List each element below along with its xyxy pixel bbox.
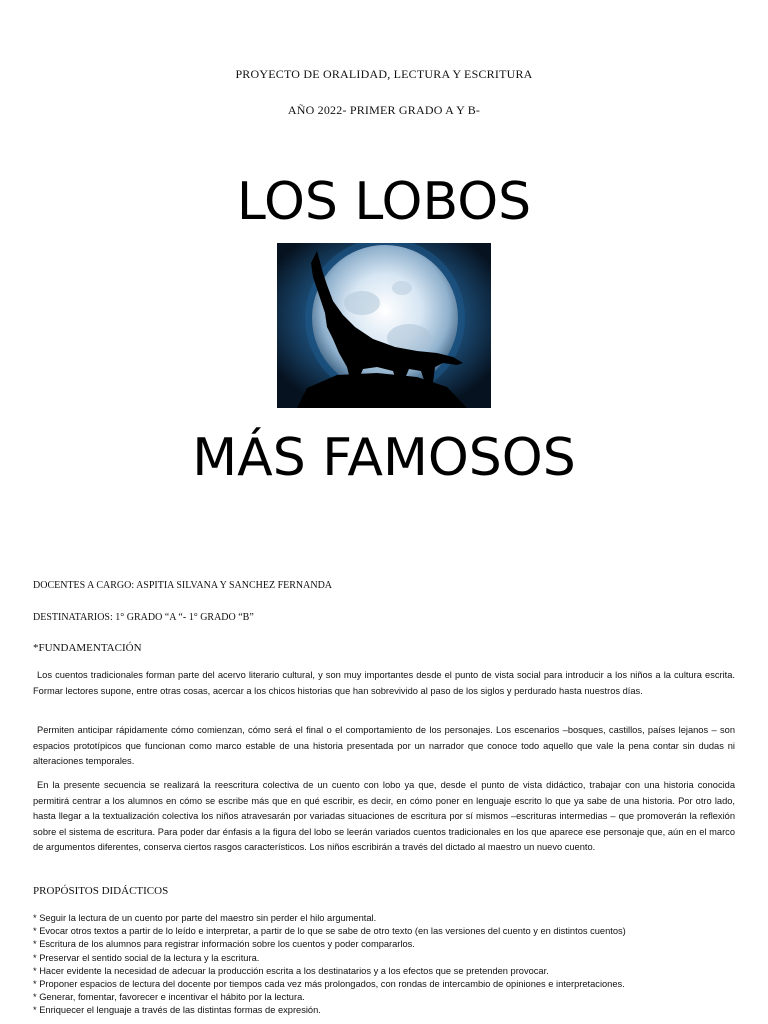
purposes-list: [33, 912, 753, 1018]
list-item: * Hacer evidente la necesidad de adecuar la producción escrita a los destinatarios y a los efectos que se pretenden provocar.: [33, 965, 549, 976]
title-line-1: LOS LOBOS: [236, 172, 532, 232]
project-heading: PROYECTO DE ORALIDAD, LECTURA Y ESCRITURA: [235, 67, 533, 81]
recipients-line: DESTINATARIOS: 1° GRADO “A “- 1° GRADO “B”: [33, 612, 254, 623]
list-item: * Evocar otros textos a partir de lo leído e interpretar, a partir de lo que se sabe de otro texto (en las versiones del cuento y en distintos cuentos): [33, 926, 626, 937]
propositos-heading: PROPÓSITOS DIDÁCTICOS: [33, 885, 169, 897]
paragraph-3: En la presente secuencia se realizará la reescritura colectiva de un cuento con lobo ya que, desde el punto de vista didáctico, trabajar con una historia conocida permitirá centrar a los alumnos en cómo se escribe más que en qué escribir, es decir, en cómo poner en lenguaje escrito lo que ya sabe de una historia. Por otro lado, hasta llegar a la textualización colectiva los niños atravesarán por variadas situaciones de escritura por sí mismos –escrituras intermedias – que promoverán la reflexión sobre el sistema de escritura. Para poder dar énfasis a la figura del lobo se leerán variados cuentos tradicionales en los que aparece ese personaje que, aún en el marco de argumentos diferentes, conserva ciertos rasgos característicos. Los niños escribirán a través del dictado al maestro un nuevo cuento.: [33, 780, 735, 852]
title-line-2: MÁS FAMOSOS: [192, 428, 576, 488]
cover-image: [277, 243, 491, 408]
list-item: * Escritura de los alumnos para registrar información sobre los cuentos y poder compararlos.: [33, 939, 415, 950]
teachers-line: DOCENTES A CARGO: ASPITIA SILVANA Y SANCHEZ FERNANDA: [33, 580, 333, 591]
list-item: * Preservar el sentido social de la lectura y la escritura.: [33, 952, 260, 963]
paragraph-2: Permiten anticipar rápidamente cómo comienzan, cómo será el final o el comportamiento de los personajes. Los escenarios –bosques, castillos, países lejanos – son espacios prototípicos que funcionan como marco estable de una historia presentada por un narrador que conoce todo aquello que vale la pena contar sin dudas ni alteraciones temporales.: [33, 725, 735, 766]
list-item: * Proponer espacios de lectura del docente por tiempos cada vez más prolongados, con rondas de intercambio de opiniones e interpretaciones.: [33, 979, 625, 990]
list-item: * Generar, fomentar, favorecer e incentivar el hábito por la lectura.: [33, 992, 305, 1003]
howling-wolf-moon-icon: [277, 243, 491, 408]
fundamentacion-heading: *FUNDAMENTACIÓN: [33, 642, 142, 654]
paragraph-1: Los cuentos tradicionales forman parte del acervo literario cultural, y son muy importantes desde el punto de vista social para introducir a los niños a la cultura escrita. Formar lectores supone, entre otras cosas, acercar a los chicos historias que han sobrevivido al paso de los siglos y perdurado hasta nuestros días.: [33, 670, 735, 696]
list-item: * Enriquecer el lenguaje a través de las distintas formas de expresión.: [33, 1005, 321, 1016]
list-item: * Seguir la lectura de un cuento por parte del maestro sin perder el hilo argumental.: [33, 913, 377, 923]
year-heading: AÑO 2022- PRIMER GRADO A Y B-: [287, 103, 481, 117]
